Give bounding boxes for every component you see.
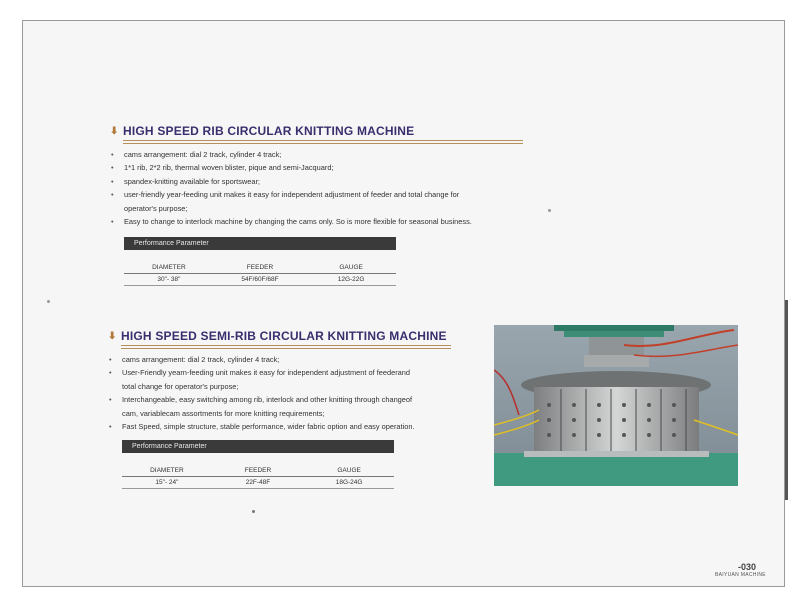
list-item: total change for operator's purpose;	[122, 381, 239, 391]
arrow-down-icon: ⬇	[110, 126, 119, 137]
table-header: FEEDER	[212, 465, 304, 477]
machine-photo	[494, 325, 738, 486]
list-item: • cams arrangement: dial 2 track, cylinder 4 track;	[111, 150, 282, 159]
title-underline-thin	[123, 143, 523, 144]
brand-name: BAIYUAN MACHINE	[715, 572, 766, 578]
table-header: DIAMETER	[124, 262, 214, 274]
section-title: HIGH SPEED SEMI-RIB CIRCULAR KNITTING MACHINE	[121, 329, 447, 343]
list-item: • user-friendly year-feeding unit makes it easy for independent adjustment of feeder and total change for	[111, 190, 460, 200]
list-item: • 1*1 rib, 2*2 rib, thermal woven blister, pique and semi-Jacquard;	[111, 163, 334, 173]
page-number: -030	[738, 562, 757, 572]
list-item: • spandex-knitting available for sportswear;	[111, 176, 260, 186]
title-underline	[121, 345, 451, 346]
page-edge-shadow	[785, 300, 788, 500]
performance-parameter-bar: Performance Parameter	[122, 440, 394, 453]
table-cell: 30"- 38"	[124, 274, 214, 286]
speck	[252, 510, 255, 513]
list-item: cam, variablecam assortments for more knitting requirements;	[122, 408, 325, 418]
title-underline	[123, 140, 523, 141]
feature-list	[108, 353, 415, 433]
title-underline-thin	[121, 348, 451, 349]
section-title: HIGH SPEED RIB CIRCULAR KNITTING MACHINE	[123, 124, 415, 138]
list-item: operator's purpose;	[124, 203, 188, 213]
performance-parameter-bar: Performance Parameter	[124, 237, 396, 250]
speck	[548, 209, 551, 212]
parameter-table	[124, 262, 396, 286]
brochure-page	[22, 20, 785, 587]
table-cell: 22F-48F	[212, 477, 304, 489]
table-header: DIAMETER	[122, 465, 212, 477]
table-cell: 15"- 24"	[122, 477, 212, 489]
table-cell: 18G-24G	[304, 477, 394, 489]
parameter-table	[122, 465, 394, 489]
list-item: • User-Friendly yearn-feeding unit makes it easy for independent adjustment of feederand	[109, 368, 410, 378]
list-item: • Fast Speed, simple structure, stable performance, wider fabric option and easy operation.	[109, 422, 415, 432]
arrow-down-icon: ⬇	[108, 331, 117, 342]
feature-list	[110, 148, 472, 228]
list-item: • cams arrangement: dial 2 track, cylinder 4 track;	[109, 355, 280, 364]
list-item: • Interchangeable, easy switching among rib, interlock and other knitting through changeof	[109, 395, 413, 405]
table-header: GAUGE	[304, 465, 394, 477]
table-cell: 54F/60F/68F	[214, 274, 306, 286]
list-item: • Easy to change to interlock machine by changing the cams only. So is more flexible for seasonal business.	[111, 217, 472, 227]
table-header: GAUGE	[306, 262, 396, 274]
table-cell: 12G-22G	[306, 274, 396, 286]
table-header: FEEDER	[214, 262, 306, 274]
speck	[47, 300, 50, 303]
